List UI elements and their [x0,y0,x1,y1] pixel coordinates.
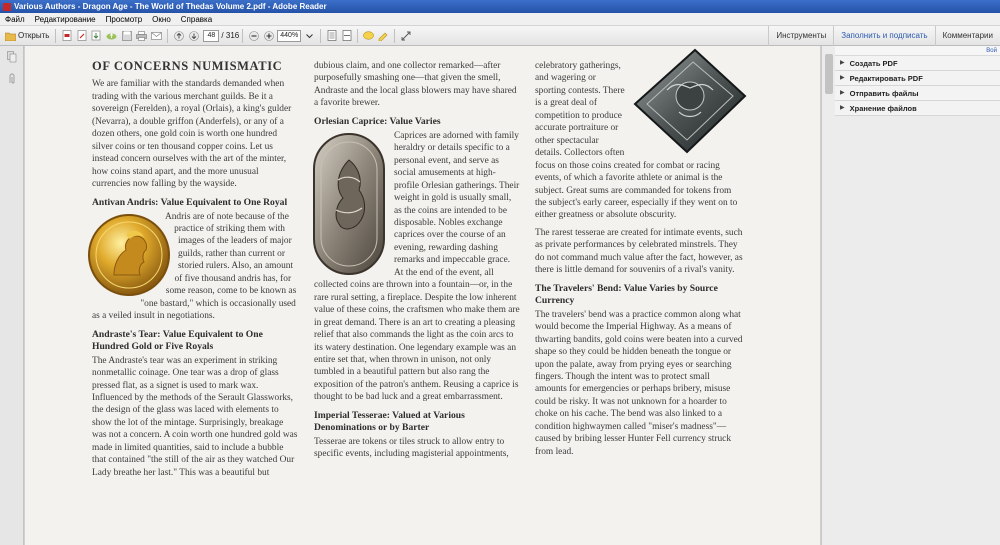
zoom-level-input[interactable]: 440% [277,30,301,42]
text-column-2 [314,60,520,466]
navigation-pane [0,46,24,545]
tool-create-pdf[interactable] [835,56,1000,71]
page-total: / 316 [221,31,240,40]
tool-label: Отправить файлы [849,88,919,98]
pdf-page [25,46,820,545]
text-column-1 [92,60,298,484]
page-number-input[interactable]: 48 [203,30,219,42]
next-page-icon[interactable] [188,30,199,41]
zoom-out-icon[interactable] [248,30,259,41]
gold-coin-image [84,213,174,297]
open-button[interactable] [0,28,52,44]
window-title: Various Authors - Dragon Age - The World of Thedas Volume 2.pdf - Adobe Reader [14,2,327,11]
vertical-scrollbar[interactable] [821,46,835,545]
scrollbar-thumb[interactable] [825,54,833,94]
save-icon[interactable] [121,30,132,41]
subheading: Imperial Tesserae: Valued at Various Denominations or by Barter [314,409,465,433]
cloud-upload-icon[interactable] [106,30,117,41]
triangle-right-icon: ▶ [840,59,845,66]
toolbar-panel-links [768,26,1000,46]
previous-page-icon[interactable] [173,30,184,41]
expand-icon[interactable] [400,30,411,41]
print-icon[interactable] [136,30,147,41]
subheading: The Travelers' Bend: Value Varies by Source Currency [535,282,718,306]
menu-view[interactable]: Просмотр [105,15,143,24]
adobe-reader-icon [3,3,11,11]
section-title: OF CONCERNS NUMISMATIC [92,59,283,73]
edit-pdf-icon[interactable] [76,30,87,41]
tool-edit-pdf[interactable] [835,71,1000,86]
separator [167,29,168,43]
tool-label: Хранение файлов [849,103,917,113]
separator [357,29,358,43]
subheading: Orlesian Caprice: Value Varies [314,115,441,127]
export-icon[interactable] [91,30,102,41]
sign-in-link[interactable]: Вой [835,46,1000,56]
toolbar [0,26,1000,46]
separator [55,29,56,43]
menu-file[interactable]: Файл [5,15,25,24]
fit-width-icon[interactable] [341,30,352,41]
triangle-right-icon: ▶ [840,104,845,111]
chevron-down-icon[interactable] [304,30,315,41]
fit-page-icon[interactable] [326,30,337,41]
menu-help[interactable]: Справка [180,15,213,24]
tools-button[interactable]: Инструменты [768,26,833,46]
paragraph: celebratory gatherings, and wagering or sporting contests. There is a great deal of competition to produce accurate portraiture or other spectacular details. Collectors often focus on those coins created for combat or racing events, of which a favorite athlete or animal is the subject. Great sums are commanded for tokens from the subject's early career, especially if they went on to either greatness or absolute obscurity. [535,61,738,221]
attachments-icon[interactable] [6,73,18,85]
tools-pane [835,46,1000,545]
comment-icon[interactable] [363,30,374,41]
page-thumbnails-icon[interactable] [6,51,18,63]
menu-window[interactable]: Окно [152,15,171,24]
tool-label: Создать PDF [849,58,898,68]
tool-label: Редактировать PDF [849,73,923,83]
document-view[interactable] [24,46,821,545]
paragraph: We are familiar with the standards demanded when trading with the various merchant guilds. Be it a sovereign (Ferelden), a royal (Orlais), a king's gulder (Nevarra), a double griffon (Anderfels), or any of a dozen others, one gold coin is worth one hundred silver coins or ten thousand copper coins. Let us instead concern ourselves with the art of the minter, how coins stand apart, and the more unusual currencies now falling by the wayside. [92,79,292,190]
create-pdf-icon[interactable] [61,30,72,41]
folder-icon [5,30,16,41]
open-label: Открыть [18,31,50,40]
silver-caprice-coin-image [308,130,390,278]
paragraph: Andris are of note because of the practice of striking them with images of the leaders of major guilds, rather than current or storied rulers. Also, an amount of five thousand andris has, for some reason, come to be known as "one bastard," which is occasionally used as a veiled insult in negotiations. [92,211,297,322]
paragraph: Tesserae are tokens or tiles struck to allow entry to specific events, including magisterial appointments, [314,436,509,460]
paragraph: The travelers' bend was a practice common along what would become the Imperial Highway. As a means of thwarting bandits, gold coins were beaten into a curved shape so they could be hidden beneath the tongue or upon the palate, away from prying eyes or searching fingers. Though the intent was to protect small amounts for emergencies or perhaps bribery, misuse could be risky. It was not unknown for a hoarder to choke on his cache. The bend was also linked to a condition highwaymen called "miser's madness"—caused by bribing lesser Hunter Fell currency struck from lead. [535,309,743,457]
title-bar [0,0,1000,13]
zoom-in-icon[interactable] [263,30,274,41]
text-column-3 [535,60,743,463]
subheading: Antivan Andris: Value Equivalent to One Royal [92,196,288,208]
email-icon[interactable] [151,30,162,41]
paragraph: The rarest tesserae are created for intimate events, such as private performances by celebrated minstrels. They do not command much value after the fact, however, as there is little demand for souvenirs of a rival's vanity. [535,227,743,276]
separator [242,29,243,43]
comments-button[interactable]: Комментарии [935,26,1000,46]
menu-bar [0,13,1000,26]
paragraph: The Andraste's tear was an experiment in striking nonmetallic coinage. One tear was a drop of glass pressed flat, as a signet is used to mark wax. Influenced by the methods of the Serault Glassworks, the design of the glass was laced with elements to show the lot of the mintage. Surprisingly, breakage was not a concern. A coin worth one hundred gold was made in limited quantities, said to include a bubble that contained "the still of the air as they watched Our Lady breathe her last." This was a beautiful but [92,355,298,478]
highlight-icon[interactable] [378,30,389,41]
triangle-right-icon: ▶ [840,74,845,81]
fill-and-sign-button[interactable]: Заполнить и подписать [833,26,934,46]
subheading: Andraste's Tear: Value Equivalent to One Hundred Gold or Five Royals [92,328,263,352]
separator [320,29,321,43]
triangle-right-icon: ▶ [840,89,845,96]
tool-store-files[interactable] [835,101,1000,116]
paragraph: Caprices are adorned with family heraldry or details specific to a personal event, and serve as social amusements at high-profile Orlesian gatherings. Their weight in gold is usually small, as the coins are intended to be disposable. Nobles exchange caprices over the course of an evening, rewarding dashing remarks and impeccable grace. At the end of the event, all collected coins are thrown into a fountain—or, in the rare rural setting, a fireplace. Despite the low inherent value of these coins, the craftsmen who make them are in great demand. There is an art to creating a pleasing relief that also commands the light as the coin arcs to its watery destination. One legendary example was an entire set that, when thrown in unison, not only tumbled in a beautiful pattern but also rang the exposition of the patron's anthem. Reusing a caprice is thought to be bad luck and a great embarrassment. [314,130,520,403]
menu-edit[interactable]: Редактирование [34,15,96,24]
separator [394,29,395,43]
paragraph: dubious claim, and one collector remarked—after purposefully smashing one—that given the smell, Andraste and the local glass blowers may have shared a favorite brewer. [314,61,517,109]
tessera-coin-image [629,46,747,156]
tool-send-files[interactable] [835,86,1000,101]
